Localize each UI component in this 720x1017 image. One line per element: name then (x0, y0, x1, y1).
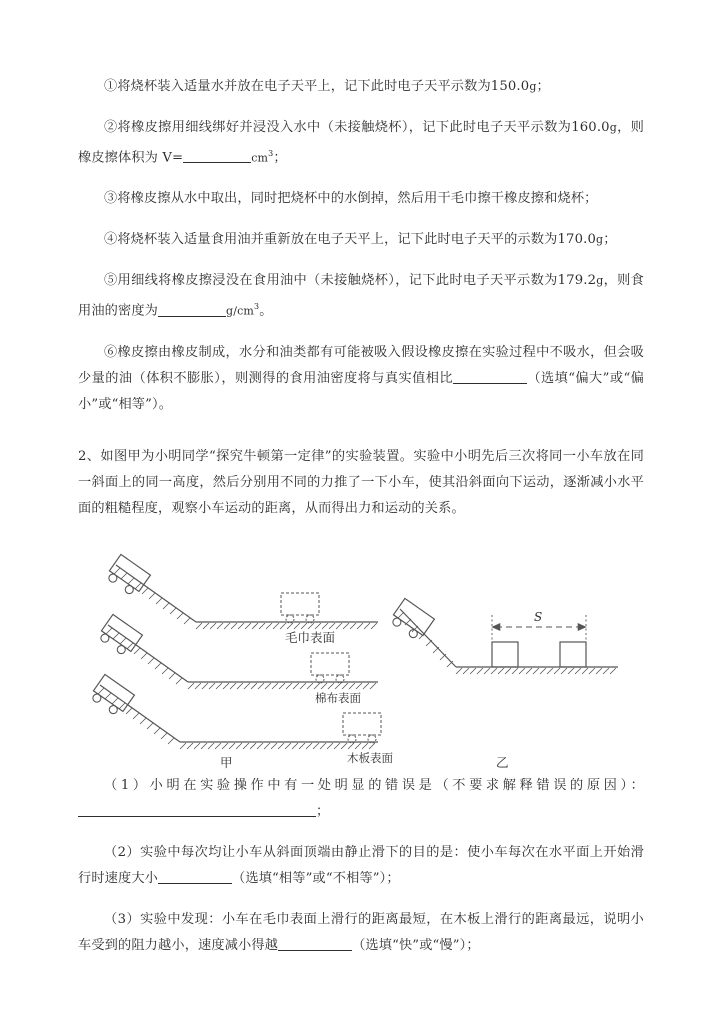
figure-caption-yi: 乙 (496, 754, 509, 769)
step-1-text-after: ； (536, 79, 550, 94)
question-2-stem (78, 444, 644, 522)
ground-hatch-3 (180, 743, 375, 749)
cart-final-towel (281, 593, 319, 623)
ground-hatch-1 (196, 623, 377, 629)
step-2-marker: ② (104, 120, 118, 135)
step-1-text-before: 将烧杯装入适量水并放在电子天平上，记下此时电子天平示数为 (117, 79, 491, 94)
sub-question-1-marker: （1） (104, 777, 150, 793)
figure-caption-jia: 甲 (220, 754, 233, 769)
step-6-marker: ⑥ (104, 344, 118, 360)
step-5-text-after: 。 (259, 303, 273, 319)
page-content (78, 74, 644, 974)
step-6-paragraph (78, 340, 644, 418)
dimension-arrow-left (492, 623, 500, 630)
sub-question-2-answer-blank[interactable] (158, 869, 232, 884)
step-5-marker: ⑤ (104, 273, 118, 289)
cart-wheel-3a (91, 692, 102, 703)
step-5-unit-after: g/cm (226, 304, 254, 318)
step-3-marker: ③ (104, 191, 118, 207)
surface-label-board: 木板表面 (347, 750, 393, 765)
figure-svg (78, 537, 644, 769)
sub-question-1-text-before: 小明在实验操作中有一处明显的错误是（不要求解释错误的原因）： (149, 777, 644, 793)
sub-question-3-text-after: （选填“快”或“慢”）； (352, 937, 480, 953)
cart-body-dashed-1 (281, 593, 319, 615)
step-6-text-after: （选填“偏大”或“偏小”或“相等”）。 (78, 370, 644, 412)
step-1-paragraph (78, 74, 644, 100)
step-1-marker: ① (104, 79, 118, 94)
figure-yi (389, 598, 618, 769)
step-4-marker: ④ (104, 232, 118, 248)
question-2-block (78, 444, 644, 959)
cart-wheel-yi-a (391, 616, 402, 627)
cart-on-slope-2 (97, 614, 143, 658)
sub-question-2-text-after: （选填“相等”或“不相等”）； (232, 870, 400, 886)
ramp-setup-towel (105, 554, 378, 645)
slope-hatch-1 (114, 568, 190, 624)
step-2-paragraph (78, 115, 644, 171)
cart-final-cotton (311, 653, 349, 683)
step-1-value: 150.0 (490, 79, 530, 94)
sub-question-3-marker: （3） (104, 911, 141, 927)
slope-line-yi (400, 609, 456, 667)
sub-question-3-answer-blank[interactable] (278, 936, 352, 951)
sub-question-2 (78, 840, 644, 892)
cart-wheel-2a (99, 632, 110, 643)
cart-body-dashed-2 (311, 653, 349, 675)
ground-hatch-2 (188, 683, 376, 689)
step-5-value: 179.2 (557, 273, 597, 289)
step-2-text-before: 将橡皮擦用细线绑好并浸没入水中（未接触烧杯），记下此时电子天平示数为 (117, 120, 572, 135)
marker-block-left (492, 642, 518, 667)
sub-question-1-answer-blank[interactable] (78, 802, 316, 817)
marker-block-right (560, 642, 586, 667)
cart-on-slope-1 (105, 554, 151, 598)
cart-wheel-2b (116, 644, 127, 655)
cart-final-board (343, 713, 381, 743)
step-2-unit: g (609, 121, 617, 134)
ramp-setup-cotton (97, 614, 378, 705)
cart-wheel-1a (107, 572, 118, 583)
step-2-unit-after: cm (251, 151, 269, 165)
slope-hatch-yi (398, 612, 453, 667)
step-4-text-before: 将烧杯装入适量食用油并重新放在电子天平上，记下此时电子天平的示数为 (117, 232, 558, 248)
distance-label-s: S (534, 609, 543, 624)
step-4-text-after: ； (603, 232, 617, 248)
cart-on-slope-3 (89, 674, 135, 718)
step-5-answer-blank[interactable] (158, 302, 226, 317)
sub-question-2-text-before: 实验中每次均让小车从斜面顶端由静止滑下的目的是：使小车每次在水平面上开始滑行时速度大小 (78, 844, 645, 886)
step-4-unit: g (596, 233, 604, 247)
question-2-number: 2、 (78, 448, 101, 464)
step-5-text-middle: ，则食用油的密度为 (78, 273, 645, 319)
surface-label-cotton: 棉布表面 (315, 690, 361, 705)
slope-hatch-3 (98, 688, 174, 744)
step-2-exponent: 3 (268, 149, 274, 158)
ground-hatch-yi (456, 668, 616, 674)
step-2-value: 160.0 (571, 120, 610, 135)
step-5-text-before: 用细线将橡皮擦浸没在食用油中（未接触烧杯），记下此时电子天平示数为 (117, 273, 558, 289)
step-2-text-after: ； (273, 150, 287, 166)
step-2-text-middle: ，则橡皮擦体积为 V= (78, 120, 644, 166)
step-4-value: 170.0 (557, 232, 596, 248)
question-2-stem-text: 如图甲为小明同学“探究牛顿第一定律”的实验装置。实验中小明先后三次将同一小车放在同一斜面上的同一高度，然后分别用不同的力推了一下小车，使其沿斜面向下运动，逐渐减小水平面的粗糙程度，观察小车运动的距离，从而得出力和运动的关系。 (78, 448, 644, 516)
step-4-paragraph (78, 227, 644, 253)
cart-body-dashed-3 (343, 713, 381, 735)
ramp-setup-board (89, 674, 394, 765)
step-3-paragraph (78, 186, 644, 212)
step-5-unit: g (596, 274, 604, 288)
sub-question-2-marker: （2） (104, 844, 141, 860)
cart-wheel-3b (108, 704, 119, 715)
step-5-paragraph (78, 268, 644, 324)
step-1-unit: g (529, 80, 537, 93)
sub-question-3 (78, 907, 644, 959)
step-5-exponent: 3 (253, 302, 260, 312)
step-6-text-before: 橡皮擦由橡皮制成，水分和油类都有可能被吸入假设橡皮擦在实验过程中不吸水，但会吸少量的油（体积不膨胀），则测得的食用油密度将与真实值相比 (78, 344, 644, 386)
experiment-figure (78, 537, 644, 769)
cart-wheel-1b (124, 584, 135, 595)
cart-wheel-yi-b (408, 628, 419, 639)
sub-question-3-text-before: 实验中发现：小车在毛巾表面上滑行的距离最短，在木板上滑行的距离最远，说明小车受到的阻力越小，速度减小得越 (78, 911, 645, 953)
step-6-answer-blank[interactable] (453, 369, 527, 384)
dimension-arrow-right (578, 623, 586, 630)
sub-question-1-text-after: ； (316, 803, 330, 819)
step-2-answer-blank[interactable] (183, 148, 251, 163)
slope-hatch-2 (106, 628, 182, 684)
surface-label-towel: 毛巾表面 (285, 629, 336, 645)
step-3-text: 将橡皮擦从水中取出，同时把烧杯中的水倒掉，然后用干毛巾擦干橡皮擦和烧杯； (117, 191, 598, 207)
sub-question-1 (78, 773, 644, 825)
